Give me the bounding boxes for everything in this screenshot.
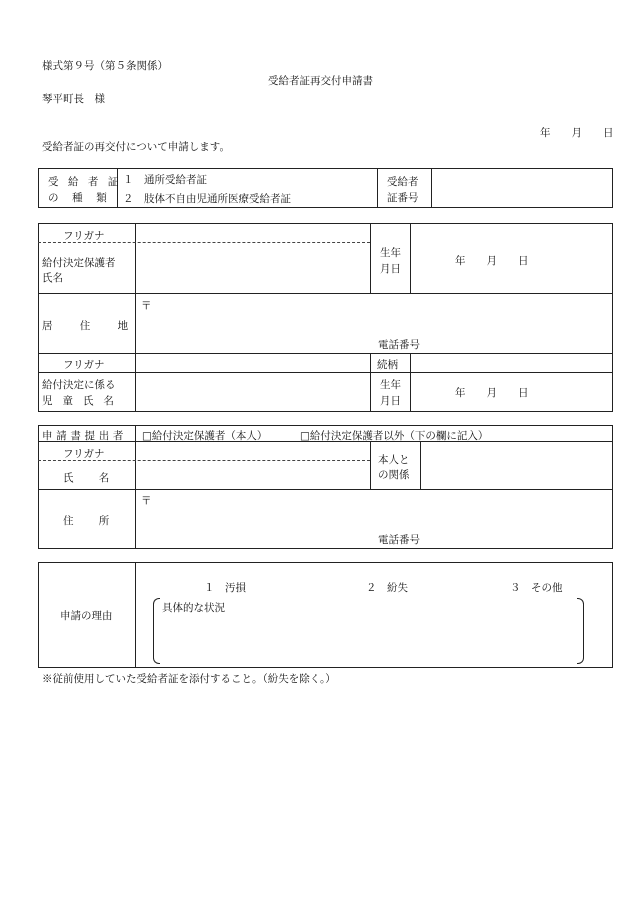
child-name-label-2 xyxy=(42,393,124,408)
guardian-birth-label-1: 生年 xyxy=(380,247,401,259)
guardian-furigana-field[interactable] xyxy=(140,226,366,240)
applicant-relation-field[interactable] xyxy=(424,445,609,485)
applicant-name-field[interactable] xyxy=(140,464,366,486)
reason-option-soiled[interactable]: １ 汚損 xyxy=(204,582,246,594)
form-title: 受給者証再交付申請書 xyxy=(268,75,373,87)
child-birth-label-2: 月日 xyxy=(380,395,401,407)
guardian-name-label-1: 給付決定保護者 xyxy=(42,257,116,269)
certificate-option-1[interactable]: １ 通所受給者証 xyxy=(123,174,207,186)
applicant-relation-label-1: 本人と xyxy=(378,454,410,466)
applicant-address-label xyxy=(63,513,134,528)
guardian-furigana-label: フリガナ xyxy=(63,230,105,242)
certificate-type-label-1: 受給者証 xyxy=(48,176,128,188)
guardian-birth-label-2: 月日 xyxy=(380,263,401,275)
addressee: 琴平町長 様 xyxy=(42,93,105,105)
child-relation-field[interactable] xyxy=(414,356,609,370)
applicant-furigana-field[interactable] xyxy=(140,444,366,458)
child-birth-field[interactable]: 年 月 日 xyxy=(455,387,529,399)
form-number: 様式第９号（第５条関係） xyxy=(42,60,168,72)
child-name-label-2-text: 児童氏名 xyxy=(42,395,124,407)
guardian-address-label-text: 居住地 xyxy=(42,320,156,332)
date-field[interactable]: 年 月 日 xyxy=(540,127,614,139)
applicant-address-label-text: 住所 xyxy=(63,515,135,527)
detail-label: 具体的な状況 xyxy=(162,602,225,614)
application-statement: 受給者証の再交付について申請します。 xyxy=(42,141,230,153)
reason-option-lost[interactable]: ２ 紛失 xyxy=(366,582,408,594)
certificate-number-label-2: 証番号 xyxy=(387,192,419,204)
applicant-name-label xyxy=(63,470,134,485)
reason-label: 申請の理由 xyxy=(60,610,113,622)
guardian-name-label-2: 氏名 xyxy=(42,272,63,284)
child-birth-label-1: 生年 xyxy=(380,379,401,391)
applicant-option-self[interactable]: □給付決定保護者（本人） xyxy=(142,430,268,442)
certificate-option-2[interactable]: ２ 肢体不自由児通所医療受給者証 xyxy=(123,193,291,205)
detail-bracket-right xyxy=(577,598,584,664)
guardian-birth-field[interactable]: 年 月 日 xyxy=(455,255,529,267)
applicant-postal-mark-icon: 〒 xyxy=(141,495,152,507)
postal-mark-icon: 〒 xyxy=(141,300,152,312)
child-name-field[interactable] xyxy=(140,376,366,408)
footnote: ※従前使用していた受給者証を添付すること。（紛失を除く。） xyxy=(42,673,336,685)
reason-option-other[interactable]: ３ その他 xyxy=(510,582,563,594)
detail-field[interactable] xyxy=(162,616,572,658)
guardian-address-label xyxy=(42,318,155,333)
detail-bracket-left xyxy=(153,598,160,664)
child-name-label-1: 給付決定に係る xyxy=(42,379,116,391)
certificate-type-label-2-text: の種類 xyxy=(48,192,121,204)
child-relation-label: 続柄 xyxy=(377,359,398,371)
applicant-relation-label-2: の関係 xyxy=(378,469,410,481)
certificate-number-field[interactable] xyxy=(436,172,606,202)
certificate-type-label-2 xyxy=(48,190,120,205)
child-furigana-label: フリガナ xyxy=(63,359,105,371)
applicant-furigana-label: フリガナ xyxy=(63,448,105,460)
applicant-phone-label: 電話番号 xyxy=(378,534,420,546)
guardian-address-field[interactable] xyxy=(140,312,610,334)
guardian-name-field[interactable] xyxy=(140,247,366,289)
guardian-phone-label: 電話番号 xyxy=(378,339,420,351)
child-furigana-field[interactable] xyxy=(140,356,366,370)
applicant-label: 申請書提出者 xyxy=(42,430,128,442)
applicant-option-other[interactable]: □給付決定保護者以外（下の欄に記入） xyxy=(300,430,489,442)
applicant-address-field[interactable] xyxy=(140,507,610,529)
certificate-number-label-1: 受給者 xyxy=(387,176,419,188)
applicant-name-label-text: 氏名 xyxy=(63,472,135,484)
